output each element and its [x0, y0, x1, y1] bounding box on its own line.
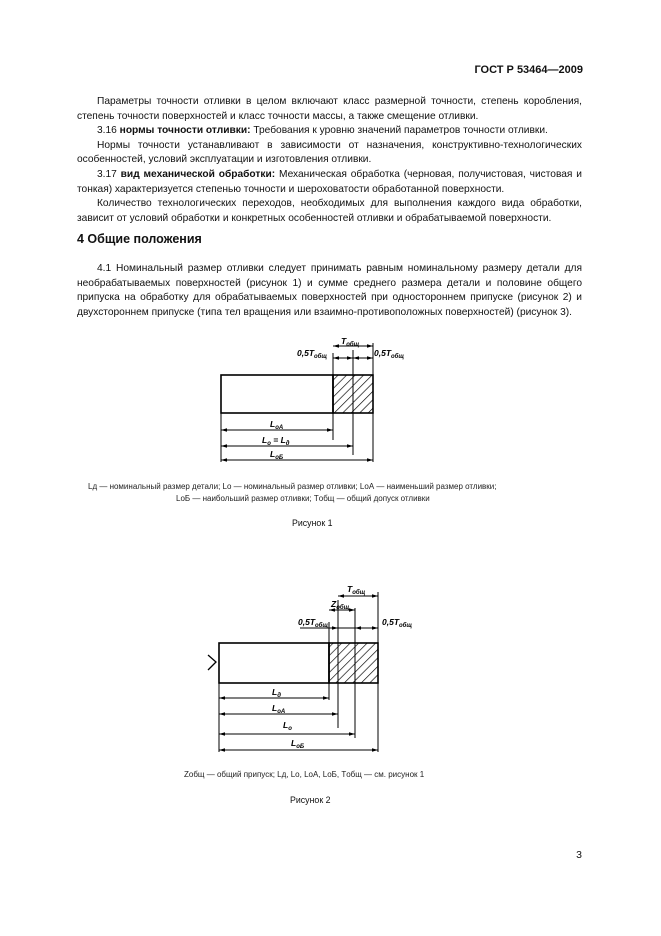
- fig1-label-loa: $L_{оА}$: [270, 419, 284, 431]
- paragraph-text: 4.1 Номинальный размер отливки следует принимать равным номинальному размеру детали для необрабатываемых поверхностей (рисунок 1) и сумме среднего размера детали и половине общего припуска на обработку для обрабатываемых поверхностей при одностороннем припуске (рисунок 2) и двухстороннем припуске (типа тел вращения или взаимно-противоположных поверхностей) (рисунок 3).: [77, 263, 582, 318]
- figure-1-title: Рисунок 1: [292, 518, 333, 528]
- page-number: 3: [576, 849, 582, 861]
- clause-number: 3.17: [97, 168, 117, 180]
- figure-2-title: Рисунок 2: [290, 795, 331, 805]
- fig2-label-ld: $L_д$: [272, 687, 281, 699]
- fig2-label-z: $Z_{общ}$: [331, 599, 350, 611]
- fig2-label-half-left: $0,5T_{общ}$: [298, 617, 329, 629]
- term-definition: Требования к уровню значений параметров точности отливки.: [253, 125, 548, 137]
- fig1-label-half-right: $0,5T_{общ}$: [374, 348, 405, 360]
- fig2-surface-mark-icon: [208, 655, 216, 670]
- fig2-label-lo: $L_о$: [283, 720, 292, 732]
- section-title: 4 Общие положения: [77, 232, 202, 246]
- fig2-caption: Zобщ — общий припуск; Lд, Lо, LоА, LоБ, Tобщ — см. рисунок 1: [184, 770, 425, 779]
- fig1-label-lob: $L_{оБ}$: [270, 449, 284, 461]
- term-title: вид механической обработки:: [120, 168, 276, 180]
- paragraph-text: Параметры точности отливки в целом включают класс размерной точности, степень коробления, степень точности поверхностей и класс точности массы, а также смещение отливки.: [77, 96, 582, 122]
- figure-2-drawing: [208, 584, 412, 752]
- fig2-label-lob: $L_{оБ}$: [291, 738, 305, 750]
- document-header: ГОСТ Р 53464—2009: [474, 64, 583, 76]
- fig1-label-lo-eq-ld: $L_о = L_д$: [262, 435, 290, 447]
- fig1-caption-line1: Lд — номинальный размер детали; Lо — номинальный размер отливки; LоА — наименьший размер отливки;: [88, 482, 497, 491]
- fig1-label-ttotal: $T_{общ}$: [341, 336, 360, 348]
- clause-number: 3.16: [97, 125, 117, 137]
- figure-1-drawing: [221, 336, 404, 462]
- fig1-caption-line2: LоБ — наибольший размер отливки; Tобщ — общий допуск отливки: [176, 494, 430, 503]
- fig2-label-ttotal: $T_{общ}$: [347, 584, 366, 596]
- fig2-part-body: [219, 643, 329, 683]
- fig2-allowance-zone: [329, 643, 378, 683]
- fig2-label-half-right: $0,5T_{общ}$: [382, 617, 413, 629]
- paragraph-text: Нормы точности устанавливают в зависимости от назначения, конструктивно-технологических особенностей, условий эксплуатации и изготовления отливки.: [77, 139, 582, 166]
- term-definition: Механическая обработка (черновая, получистовая, чистовая и тонкая) характеризуется степенью точности и шероховатости обработанной поверхности.: [77, 168, 582, 195]
- term-title: нормы точности отливки:: [119, 125, 251, 137]
- fig1-label-half-left: $0,5T_{общ}$: [297, 348, 328, 360]
- fig2-label-loa: $L_{оА}$: [272, 703, 286, 715]
- fig1-part-body: [221, 375, 333, 413]
- paragraph-text: Количество технологических переходов, необходимых для выполнения каждого вида обработки, зависит от условий обработки и конкретных особенностей отливки и обрабатываемой поверхности.: [77, 198, 582, 224]
